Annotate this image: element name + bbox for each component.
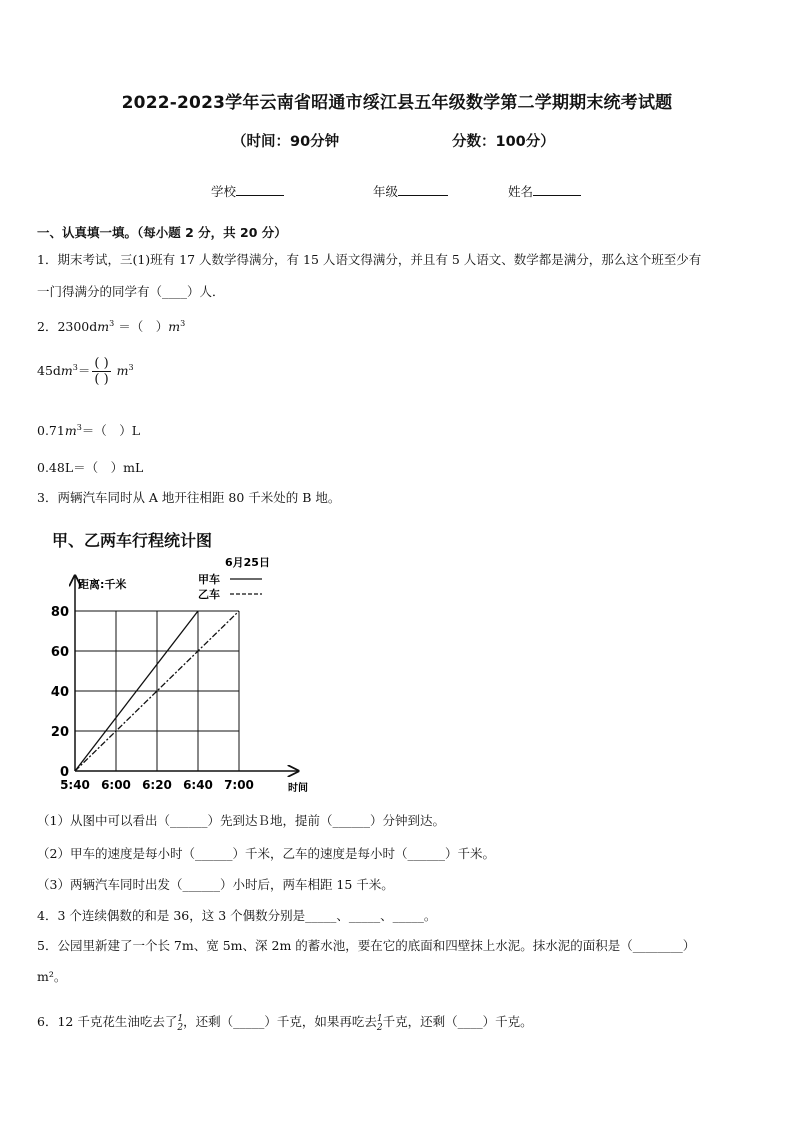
question-2c: $0.71m^3=$（ ）L	[37, 422, 141, 438]
y-tick-label: 60	[50, 645, 69, 660]
x-tick-label: 5:40	[60, 778, 90, 792]
school-field[interactable]	[211, 182, 284, 200]
exam-time: （时间：90分钟	[232, 134, 340, 150]
question-6: 6．12 千克花生油吃去了 1 2 ，还剩（_____）千克，如果再吃去 1 2 千克，还剩（____）千克。	[37, 1014, 533, 1033]
fraction-blank: $\frac{( )}{( )}$	[94, 356, 109, 387]
y-tick-label: 40	[50, 685, 69, 700]
question-2a: 2．$2300dm^3$ ＝（ ）$m^3$	[37, 318, 186, 334]
x-tick-label: 6:00	[101, 778, 131, 792]
fraction-half: 1 2	[376, 1014, 383, 1033]
question-1-line-1: 1．期末考试，三(1)班有 17 人数学得满分，有 15 人语文得满分，并且有 5 人语文、数学都是满分，那么这个班至少有	[37, 252, 702, 267]
question-2d: 0.48L＝（ ）mL	[37, 460, 144, 475]
chart-date: 6月25日	[225, 556, 270, 569]
x-tick-label: 6:40	[183, 778, 213, 792]
name-label: 姓名	[508, 184, 534, 199]
y-tick-label: 80	[50, 605, 69, 620]
y-tick-label: 0	[59, 765, 69, 780]
page-title: 2022-2023学年云南省昭通市绥江县五年级数学第二学期期末统考试题	[121, 93, 673, 113]
name-field[interactable]	[508, 182, 581, 200]
x-axis-label: 时间	[288, 783, 308, 794]
question-1-line-2: 一门得满分的同学有（____）人．	[37, 284, 225, 299]
grade-label: 年级	[373, 184, 399, 199]
travel-chart	[40, 548, 320, 798]
x-tick-label: 7:00	[224, 778, 254, 792]
question-4: 4．3 个连续偶数的和是 36，这 3 个偶数分别是_____、_____、_____。	[37, 908, 437, 923]
chart-title: 甲、乙两车行程统计图	[52, 531, 213, 550]
y-axis-label: 距离:千米	[78, 578, 127, 591]
fraction-half: 1 2	[177, 1014, 184, 1033]
school-label: 学校	[211, 184, 237, 199]
question-3-part-1: （1）从图中可以看出（______）先到达Ｂ地，提前（______）分钟到达。	[37, 813, 445, 828]
question-3: 3．两辆汽车同时从 A 地开往相距 80 千米处的 B 地。	[37, 490, 341, 505]
y-tick-label: 20	[50, 725, 69, 740]
section-heading: 一、认真填一填。（每小题 2 分，共 20 分）	[37, 225, 287, 240]
legend-label: 乙车	[198, 588, 220, 601]
question-3-part-3: （3）两辆汽车同时出发（______）小时后，两车相距 15 千米。	[37, 877, 394, 892]
grade-field[interactable]	[373, 182, 448, 200]
x-tick-label: 6:20	[142, 778, 172, 792]
question-5-line-2: m²。	[37, 969, 67, 984]
exam-score: 分数：100分）	[452, 134, 555, 150]
legend-label: 甲车	[198, 573, 220, 586]
question-5-line-1: 5．公园里新建了一个长 7m、宽 5m、深 2m 的蓄水池，要在它的底面和四壁抹上水泥。抹水泥的面积是（________）	[37, 938, 696, 953]
question-2b: $45dm^3=$ $\frac{( )}{( )}$ $m^3$	[37, 356, 134, 387]
question-3-part-2: （2）甲车的速度是每小时（______）千米，乙车的速度是每小时（______）千米。	[37, 846, 495, 861]
